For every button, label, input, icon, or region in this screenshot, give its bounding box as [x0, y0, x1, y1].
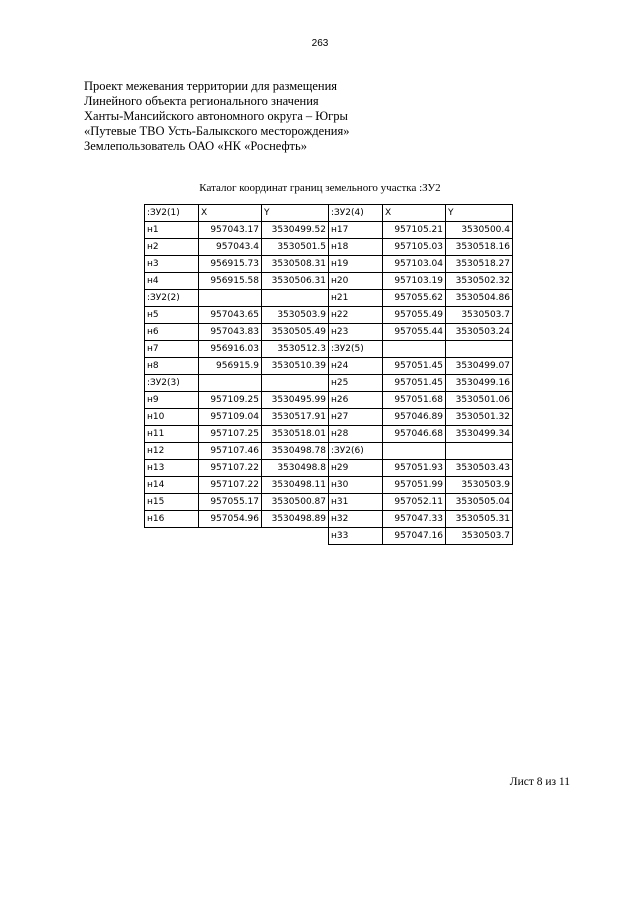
- coordinate-cell: 3530501.32: [446, 409, 513, 426]
- coordinate-cell: 957105.21: [383, 222, 446, 239]
- table-header-cell: X: [199, 205, 262, 222]
- coordinate-cell: [446, 443, 513, 460]
- table-header-cell: :ЗУ2(4): [329, 205, 383, 222]
- table-row: [145, 528, 513, 545]
- point-label-cell: н6: [145, 324, 199, 341]
- coordinate-cell: 957103.04: [383, 256, 446, 273]
- table-row: [145, 273, 513, 290]
- table-header-cell: :ЗУ2(1): [145, 205, 199, 222]
- coordinate-cell: 957047.33: [383, 511, 446, 528]
- point-label-cell: н4: [145, 273, 199, 290]
- table-row: [145, 477, 513, 494]
- coordinate-cell: 957109.04: [199, 409, 262, 426]
- table-row: [145, 222, 513, 239]
- coordinate-cell: 957047.16: [383, 528, 446, 545]
- coordinate-cell: 957051.68: [383, 392, 446, 409]
- point-label-cell: н17: [329, 222, 383, 239]
- section-label-cell: :ЗУ2(6): [329, 443, 383, 460]
- point-label-cell: н23: [329, 324, 383, 341]
- point-label-cell: н12: [145, 443, 199, 460]
- point-label-cell: н8: [145, 358, 199, 375]
- point-label-cell: н2: [145, 239, 199, 256]
- coordinate-cell: 957054.96: [199, 511, 262, 528]
- coordinate-cell: [199, 375, 262, 392]
- header-line: «Путевые ТВО Усть-Балыкского месторождения»: [84, 124, 350, 138]
- coordinate-cell: 3530508.31: [262, 256, 329, 273]
- coordinate-cell: 3530505.04: [446, 494, 513, 511]
- point-label-cell: н21: [329, 290, 383, 307]
- point-label-cell: н22: [329, 307, 383, 324]
- section-label-cell: :ЗУ2(5): [329, 341, 383, 358]
- coordinate-cell: 3530495.99: [262, 392, 329, 409]
- coordinate-cell: 3530503.9: [262, 307, 329, 324]
- table-row: [145, 341, 513, 358]
- point-label-cell: н15: [145, 494, 199, 511]
- point-label-cell: н27: [329, 409, 383, 426]
- coordinate-cell: 957103.19: [383, 273, 446, 290]
- coordinate-cell: 3530502.32: [446, 273, 513, 290]
- point-label-cell: н26: [329, 392, 383, 409]
- coordinate-cell: [262, 375, 329, 392]
- coordinate-cell: 957055.17: [199, 494, 262, 511]
- coordinate-cell: 3530500.87: [262, 494, 329, 511]
- coordinate-cell: [262, 528, 329, 545]
- point-label-cell: н9: [145, 392, 199, 409]
- point-label-cell: н24: [329, 358, 383, 375]
- coordinate-cell: 957051.99: [383, 477, 446, 494]
- point-label-cell: н25: [329, 375, 383, 392]
- table-row: [145, 324, 513, 341]
- coordinate-cell: 957055.49: [383, 307, 446, 324]
- point-label-cell: н30: [329, 477, 383, 494]
- table-row: [145, 409, 513, 426]
- point-label-cell: н3: [145, 256, 199, 273]
- coordinate-cell: 3530517.91: [262, 409, 329, 426]
- coordinate-cell: 3530505.49: [262, 324, 329, 341]
- coordinate-cell: 3530518.01: [262, 426, 329, 443]
- coordinate-cell: 3530518.27: [446, 256, 513, 273]
- table-row: [145, 307, 513, 324]
- coordinate-cell: 956915.9: [199, 358, 262, 375]
- coordinate-cell: 957043.17: [199, 222, 262, 239]
- point-label-cell: [145, 528, 199, 545]
- coordinate-cell: 957051.45: [383, 358, 446, 375]
- header-line: Землепользователь ОАО «НК «Роснефть»: [84, 139, 307, 153]
- coordinate-cell: 957107.22: [199, 460, 262, 477]
- coordinate-cell: 3530501.06: [446, 392, 513, 409]
- point-label-cell: н29: [329, 460, 383, 477]
- table-row: [145, 494, 513, 511]
- point-label-cell: н19: [329, 256, 383, 273]
- coordinate-cell: 957105.03: [383, 239, 446, 256]
- coordinate-cell: 3530501.5: [262, 239, 329, 256]
- point-label-cell: н5: [145, 307, 199, 324]
- coordinate-cell: 3530498.11: [262, 477, 329, 494]
- coordinate-cell: 957043.65: [199, 307, 262, 324]
- coordinate-cell: 3530499.52: [262, 222, 329, 239]
- section-label-cell: :ЗУ2(2): [145, 290, 199, 307]
- coordinate-cell: 956916.03: [199, 341, 262, 358]
- coordinate-cell: 3530503.7: [446, 528, 513, 545]
- coordinate-cell: [199, 290, 262, 307]
- coordinate-cell: 957051.45: [383, 375, 446, 392]
- coordinate-cell: [383, 341, 446, 358]
- page-number: 263: [311, 38, 329, 49]
- table-row: [145, 511, 513, 528]
- point-label-cell: н1: [145, 222, 199, 239]
- point-label-cell: н20: [329, 273, 383, 290]
- table-header-cell: Y: [262, 205, 329, 222]
- header-line: Ханты-Мансийского автономного округа – Югры: [84, 109, 348, 123]
- coordinate-cell: 957055.62: [383, 290, 446, 307]
- table-row: [145, 290, 513, 307]
- coordinate-cell: 3530498.78: [262, 443, 329, 460]
- coordinate-cell: [383, 443, 446, 460]
- table-row: [145, 239, 513, 256]
- coordinate-cell: 957107.46: [199, 443, 262, 460]
- table-header-cell: X: [383, 205, 446, 222]
- coordinate-cell: 3530498.89: [262, 511, 329, 528]
- coordinate-cell: [199, 528, 262, 545]
- coordinate-cell: 3530499.07: [446, 358, 513, 375]
- point-label-cell: н32: [329, 511, 383, 528]
- table-row: [145, 375, 513, 392]
- coordinate-cell: 3530505.31: [446, 511, 513, 528]
- coordinate-cell: 957052.11: [383, 494, 446, 511]
- coordinate-cell: 3530503.9: [446, 477, 513, 494]
- coordinate-cell: 3530504.86: [446, 290, 513, 307]
- table-row: [145, 443, 513, 460]
- coordinate-cell: [262, 290, 329, 307]
- catalog-title: Каталог координат границ земельного участка :ЗУ2: [199, 182, 441, 194]
- coordinate-cell: [446, 341, 513, 358]
- coordinate-cell: 957046.68: [383, 426, 446, 443]
- coordinate-cell: 957107.25: [199, 426, 262, 443]
- coordinates-table: [144, 204, 513, 545]
- document-header: [84, 79, 350, 154]
- coordinate-cell: 957043.83: [199, 324, 262, 341]
- coordinate-cell: 957046.89: [383, 409, 446, 426]
- point-label-cell: н10: [145, 409, 199, 426]
- coordinate-cell: 3530499.34: [446, 426, 513, 443]
- coordinate-cell: 3530498.8: [262, 460, 329, 477]
- point-label-cell: н16: [145, 511, 199, 528]
- table-row: [145, 358, 513, 375]
- table-row: [145, 426, 513, 443]
- coordinate-cell: 3530506.31: [262, 273, 329, 290]
- point-label-cell: н31: [329, 494, 383, 511]
- header-line: Линейного объекта регионального значения: [84, 94, 319, 108]
- coordinate-cell: 3530499.16: [446, 375, 513, 392]
- coordinate-cell: 957109.25: [199, 392, 262, 409]
- coordinate-cell: 3530500.4: [446, 222, 513, 239]
- coordinate-cell: 3530503.24: [446, 324, 513, 341]
- table-row: [145, 460, 513, 477]
- point-label-cell: н7: [145, 341, 199, 358]
- section-label-cell: :ЗУ2(3): [145, 375, 199, 392]
- table-header-row: [145, 205, 513, 222]
- table-row: [145, 256, 513, 273]
- coordinate-cell: 957051.93: [383, 460, 446, 477]
- point-label-cell: н13: [145, 460, 199, 477]
- coordinate-cell: 3530518.16: [446, 239, 513, 256]
- sheet-footer: Лист 8 из 11: [509, 776, 570, 788]
- table-header-cell: Y: [446, 205, 513, 222]
- point-label-cell: н11: [145, 426, 199, 443]
- coordinate-cell: 3530503.43: [446, 460, 513, 477]
- coordinate-cell: 957055.44: [383, 324, 446, 341]
- coordinate-cell: 3530503.7: [446, 307, 513, 324]
- point-label-cell: н18: [329, 239, 383, 256]
- coordinate-cell: 956915.58: [199, 273, 262, 290]
- header-line: Проект межевания территории для размещения: [84, 79, 338, 93]
- coordinate-cell: 956915.73: [199, 256, 262, 273]
- point-label-cell: н33: [329, 528, 383, 545]
- table-row: [145, 392, 513, 409]
- coordinate-cell: 957107.22: [199, 477, 262, 494]
- point-label-cell: н14: [145, 477, 199, 494]
- coordinate-cell: 3530512.3: [262, 341, 329, 358]
- point-label-cell: н28: [329, 426, 383, 443]
- coordinate-cell: 3530510.39: [262, 358, 329, 375]
- coordinate-cell: 957043.4: [199, 239, 262, 256]
